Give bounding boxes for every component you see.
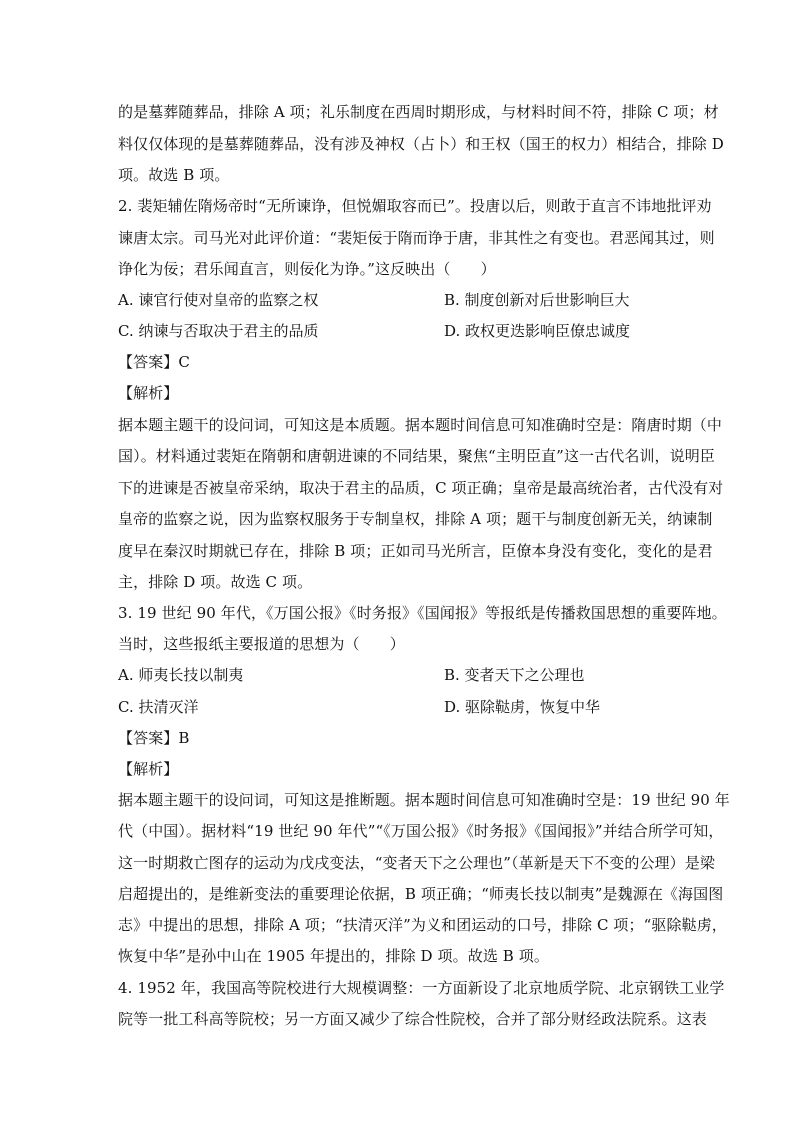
q2-option-d: D. 政权更迭影响臣僚忠诚度: [444, 322, 631, 340]
q3-answer: 【答案】B: [118, 729, 190, 747]
q3-analysis-line-4: 启超提出的，是维新变法的重要理论依据，B 项正确；“师夷长技以制夷”是魏源在《海国图: [118, 885, 724, 903]
q3-analysis-line-1: 据本题主题干的设问词，可知这是推断题。据本题时间信息可知准确时空是：19 世纪 90 年: [118, 791, 730, 809]
q2-analysis-line-4: 皇帝的监察之说，因为监察权服务于专制皇权，排除 A 项；题干与制度创新无关，纳谏制: [118, 510, 713, 528]
q2-analysis-line-2: 国）。材料通过裴矩在隋朝和唐朝进谏的不同结果，聚焦“主明臣直”这一古代名训，说明臣: [118, 447, 715, 465]
q2-stem-line-1: 2. 裴矩辅佐隋炀帝时“无所谏诤，但悦媚取容而已”。投唐以后，则敢于直言不讳地批评劝: [118, 197, 712, 215]
q2-analysis-line-3: 下的进谏是否被皇帝采纳，取决于君主的品质，C 项正确；皇帝是最高统治者，古代没有对: [118, 479, 724, 497]
q2-option-a: A. 谏官行使对皇帝的监察之权: [118, 291, 319, 309]
q4-stem-line-2: 院等一批工科高等院校；另一方面又减少了综合性院校，合并了部分财经政法院系。这表: [118, 1010, 707, 1028]
q2-analysis-line-5: 度早在秦汉时期就已存在，排除 B 项；正如司马光所言，臣僚本身没有变化，变化的是君: [118, 542, 713, 560]
q2-option-b: B. 制度创新对后世影响巨大: [444, 291, 630, 309]
q2-stem-line-3: 诤化为佞；君乐闻直言，则佞化为诤。”这反映出（ ）: [118, 260, 496, 278]
q3-option-b: B. 变者天下之公理也: [444, 666, 585, 684]
q3-option-c: C. 扶清灭洋: [118, 698, 199, 716]
q4-stem-line-1: 4. 1952 年，我国高等院校进行大规模调整：一方面新设了北京地质学院、北京钢铁工业学: [118, 979, 725, 997]
continuation-line-3: 项。故选 B 项。: [118, 166, 230, 184]
q3-analysis-line-3: 这一时期救亡图存的运动为戊戌变法，“变者天下之公理也”（革新是天下不变的公理）是梁: [118, 854, 715, 872]
q3-stem-line-1: 3. 19 世纪 90 年代，《万国公报》《时务报》《国闻报》等报纸是传播救国思想的重要阵地。: [118, 604, 727, 622]
q2-analysis-label: 【解析】: [118, 384, 179, 402]
q3-stem-line-2: 当时，这些报纸主要报道的思想为（ ）: [118, 635, 405, 653]
q3-analysis-line-5: 志》中提出的思想，排除 A 项；“扶清灭洋”为义和团运动的口号，排除 C 项；“驱除鞑虏，: [118, 916, 727, 934]
q3-analysis-line-2: 代（中国）。据材料“19 世纪 90 年代”“《万国公报》《时务报》《国闻报》”并结合所学可知，: [118, 822, 724, 840]
q2-analysis-line-1: 据本题主题干的设问词，可知这是本质题。据本题时间信息可知准确时空是：隋唐时期（中: [118, 416, 723, 434]
q2-analysis-line-6: 主，排除 D 项。故选 C 项。: [118, 573, 313, 591]
continuation-line-2: 料仅仅体现的是墓葬随葬品，没有涉及神权（占卜）和王权（国王的权力）相结合，排除 D: [118, 135, 724, 153]
q3-option-d: D. 驱除鞑虏，恢复中华: [444, 698, 601, 716]
q2-answer: 【答案】C: [118, 353, 190, 371]
q3-analysis-label: 【解析】: [118, 760, 179, 778]
q2-stem-line-2: 谏唐太宗。司马光对此评价道：“裴矩佞于隋而诤于唐，非其性之有变也。君恶闻其过，则: [118, 229, 715, 247]
q2-option-c: C. 纳谏与否取决于君主的品质: [118, 322, 319, 340]
q3-option-a: A. 师夷长技以制夷: [118, 666, 244, 684]
continuation-line-1: 的是墓葬随葬品，排除 A 项；礼乐制度在西周时期形成，与材料时间不符，排除 C 项；材: [118, 103, 719, 121]
q3-analysis-line-6: 恢复中华”是孙中山在 1905 年提出的，排除 D 项。故选 B 项。: [118, 947, 550, 965]
